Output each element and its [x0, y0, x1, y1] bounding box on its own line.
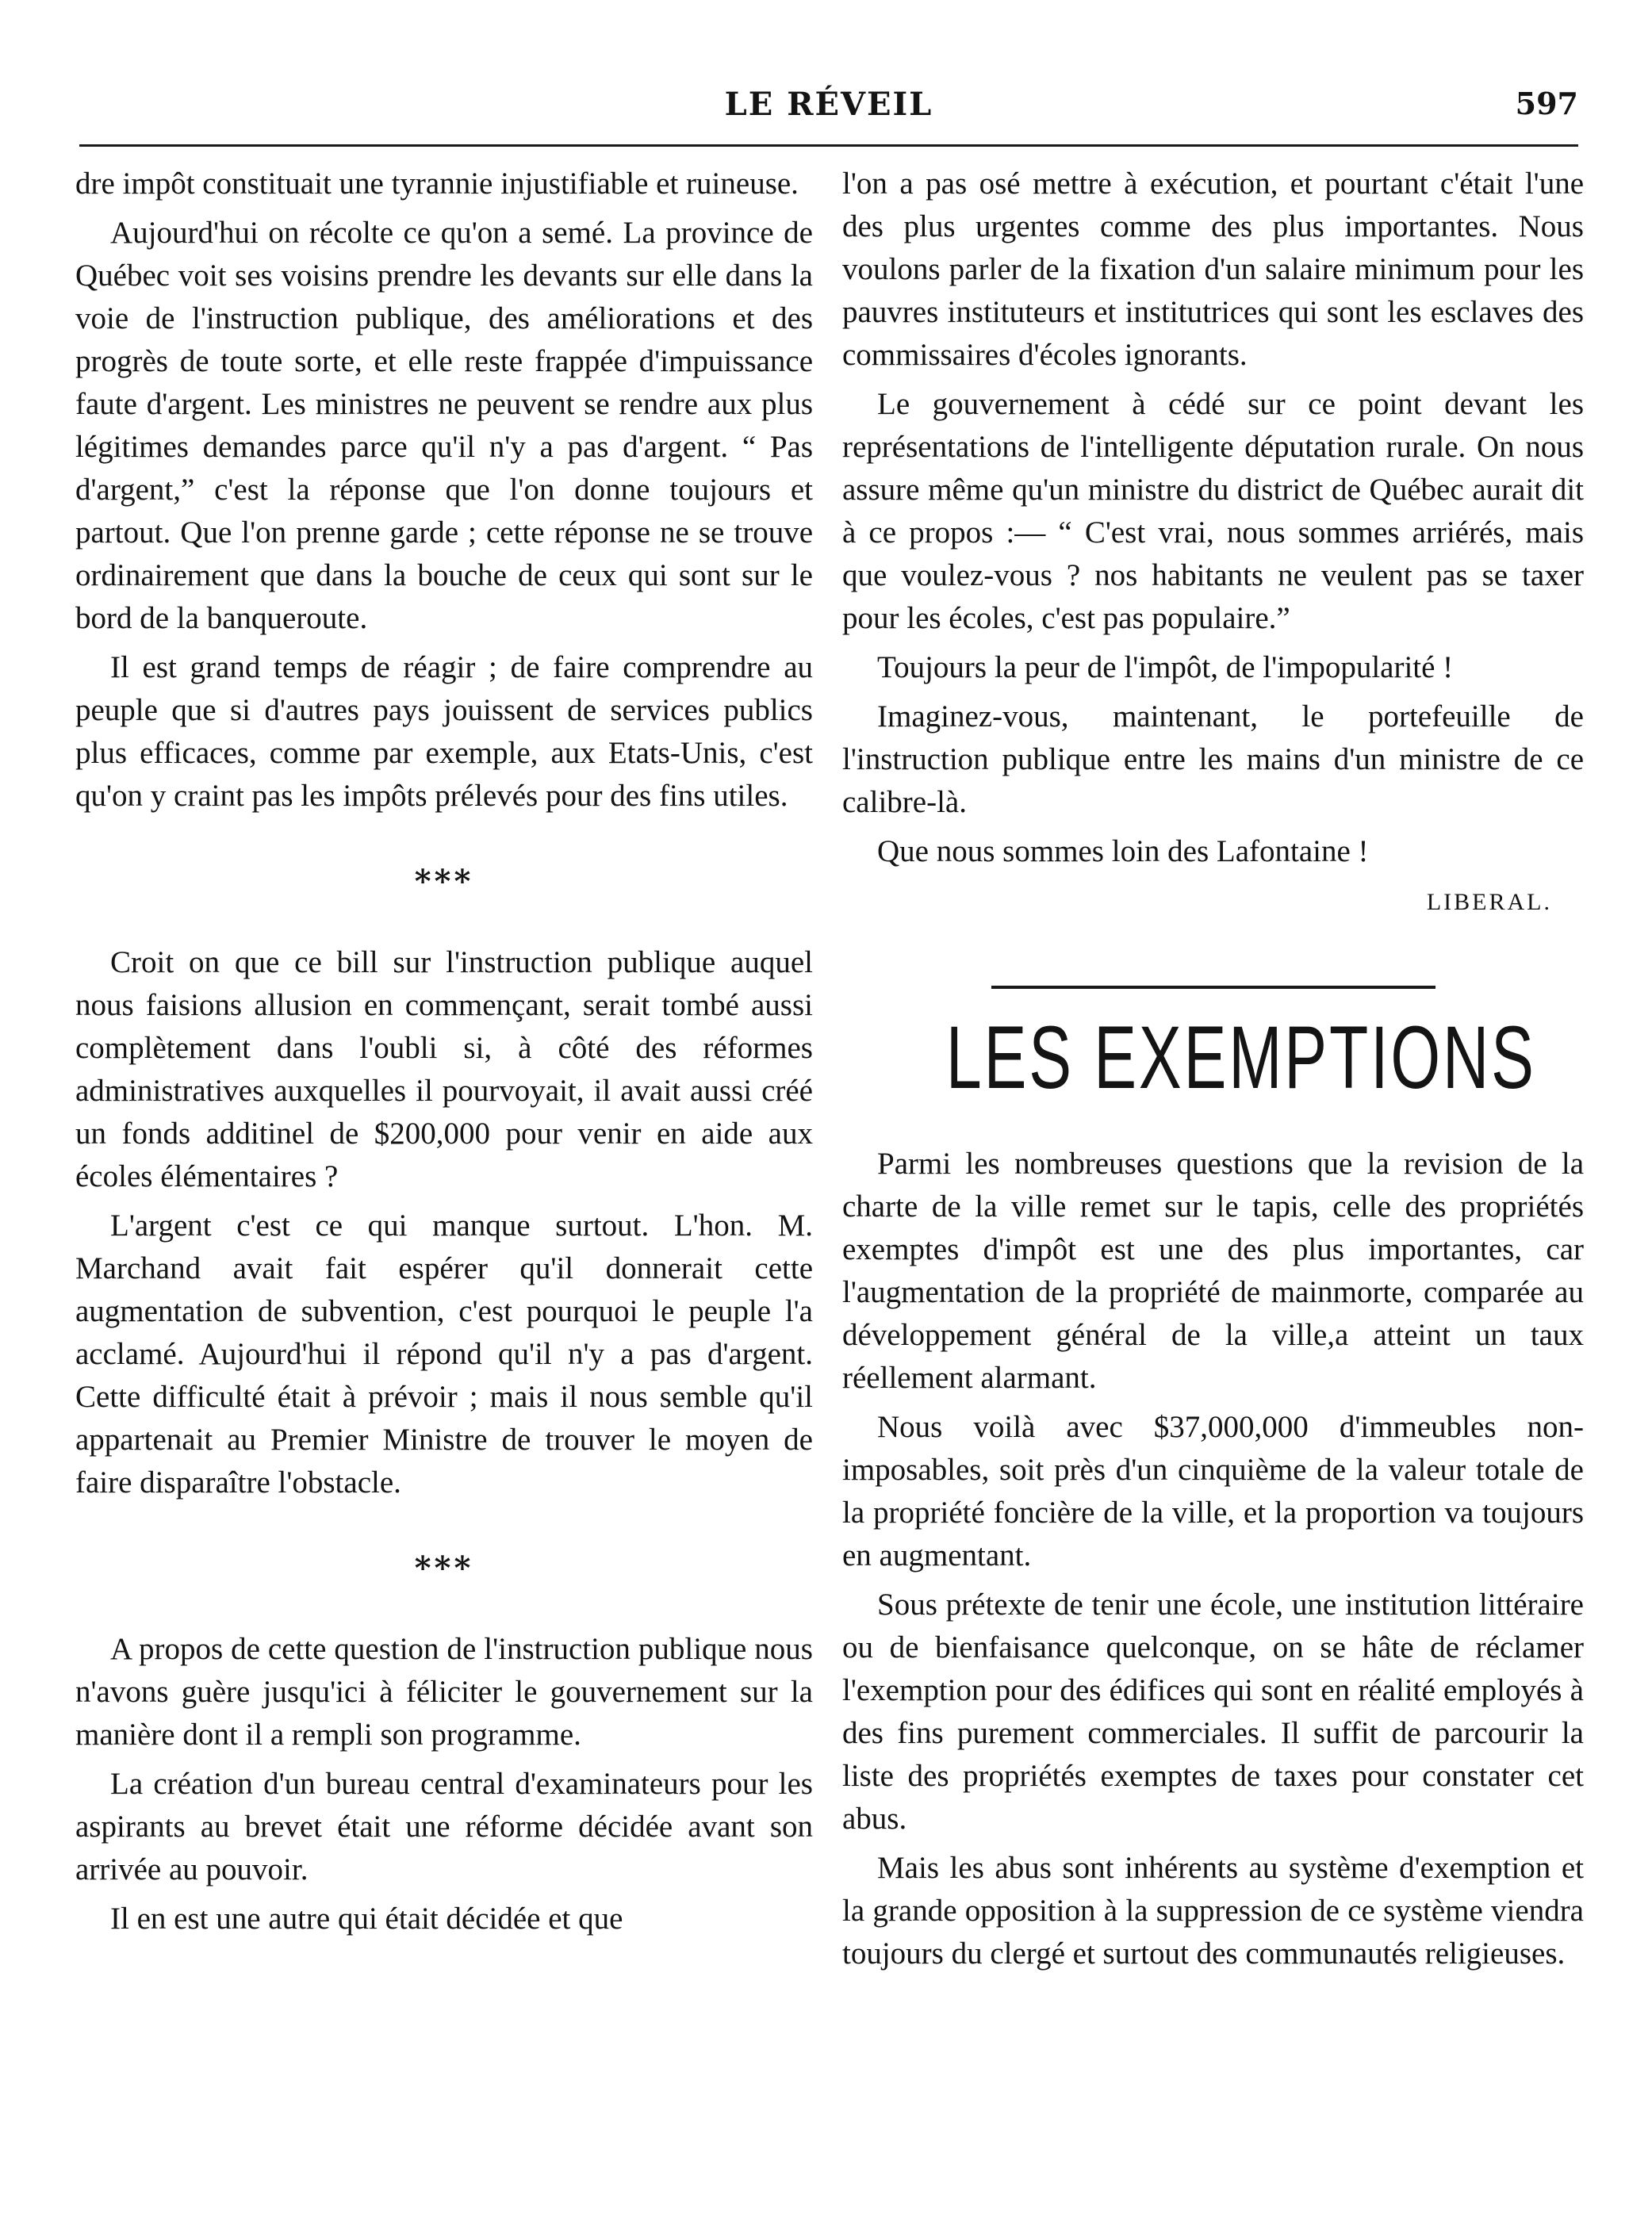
journal-title: LE RÉVEIL [724, 86, 933, 123]
asterism-separator: *** [414, 1549, 474, 1587]
paragraph: Croit on que ce bill sur l'instruction publique auquel nous faisions allusion en commençant, serait tombé aussi complètement dans l'oubli si, à côté des réformes administratives auxquelles il pourvoyait, il avait aussi créé un fonds additinel de $200,000 pour venir en aide aux écoles élémentaires ? [75, 945, 813, 1193]
paragraph: Parmi les nombreuses questions que la revision de la charte de la ville remet sur le tapis, celle des propriétés exemptes d'impôt est une des plus importantes, car l'augmentation de la propriété de mainmorte, comparée au développement général de la ville,a atteint un taux réellement alarmant. [842, 1147, 1584, 1395]
paragraph: Imaginez-vous, maintenant, le portefeuille de l'instruction publique entre les mains d'un ministre de ce calibre-là. [842, 699, 1584, 819]
paragraph: dre impôt constituait une tyrannie injustifiable et ruineuse. [75, 167, 799, 201]
paragraph: Il en est une autre qui était décidée et que [110, 1902, 623, 1936]
paragraph: Mais les abus sont inhérents au système d'exemption et la grande opposition à la suppression de ce système viendra toujours du clergé et surtout des communautés religieuses. [842, 1851, 1584, 1971]
paragraph: A propos de cette question de l'instruction publique nous n'avons guère jusqu'ici à féliciter le gouvernement sur la manière dont il a rempli son programme. [75, 1632, 813, 1752]
asterism-separator: *** [414, 863, 474, 900]
section-divider [991, 986, 1435, 989]
running-head [79, 79, 1578, 127]
paragraph: Aujourd'hui on récolte ce qu'on a semé. La province de Québec voit ses voisins prendre les devants sur elle dans la voie de l'instruction publique, des améliorations et des progrès de toute sorte, et elle reste frappée d'impuissance faute d'argent. Les ministres ne peuvent se rendre aux plus légitimes demandes parce qu'il n'y a pas d'argent. “ Pas d'argent,” c'est la réponse que l'on donne toujours et partout. Que l'on prenne garde ; cette réponse ne se trouve ordinairement que dans la bouche de ceux qui sont sur le bord de la banqueroute. [75, 216, 813, 635]
page-number: 597 [1515, 86, 1578, 121]
paragraph: Toujours la peur de l'impôt, de l'impopularité ! [877, 650, 1454, 684]
author-signature: LIBERAL. [1426, 889, 1552, 915]
header-rule [79, 144, 1578, 147]
paragraph: Que nous sommes loin des Lafontaine ! [877, 834, 1369, 868]
paragraph: Nous voilà avec $37,000,000 d'immeubles non-imposables, soit près d'un cinquième de la valeur totale de la propriété foncière de la ville, et la proportion va toujours en augmentant. [842, 1410, 1584, 1572]
paragraph: L'argent c'est ce qui manque surtout. L'hon. M. Marchand avait fait espérer qu'il donnerait cette augmentation de subvention, c'est pourquoi le peuple l'a acclamé. Aujourd'hui il répond qu'il n'y a pas d'argent. Cette difficulté était à prévoir ; mais il nous semble qu'il appartenait au Premier Ministre de trouver le moyen de faire disparaître l'obstacle. [75, 1209, 813, 1500]
paragraph: Il est grand temps de réagir ; de faire comprendre au peuple que si d'autres pays jouissent de services publics plus efficaces, comme par exemple, aux Etats-Unis, c'est qu'on y craint pas les impôts prélevés pour des fins utiles. [75, 650, 813, 813]
section-title: LES EXEMPTIONS [945, 1008, 1536, 1107]
paragraph: Le gouvernement à cédé sur ce point devant les représentations de l'intelligente députation rurale. On nous assure même qu'un ministre du district de Québec aurait dit à ce propos :— “ C'est vrai, nous sommes arriérés, mais que voulez-vous ? nos habitants ne veulent pas se taxer pour les écoles, c'est pas populaire.” [842, 387, 1584, 635]
right-column [842, 163, 1584, 1982]
left-column [75, 163, 813, 1947]
paragraph: La création d'un bureau central d'examinateurs pour les aspirants au brevet était une réforme décidée avant son arrivée au pouvoir. [75, 1767, 813, 1887]
paragraph: l'on a pas osé mettre à exécution, et pourtant c'était l'une des plus urgentes comme des plus importantes. Nous voulons parler de la fixation d'un salaire minimum pour les pauvres instituteurs et institutrices qui sont les esclaves des commissaires d'écoles ignorants. [842, 167, 1584, 372]
paragraph: Sous prétexte de tenir une école, une institution littéraire ou de bienfaisance quelconque, on se hâte de réclamer l'exemption pour des édifices qui sont en réalité employés à des fins purement commerciales. Il suffit de parcourir la liste des propriétés exemptes de taxes pour constater cet abus. [842, 1588, 1584, 1836]
